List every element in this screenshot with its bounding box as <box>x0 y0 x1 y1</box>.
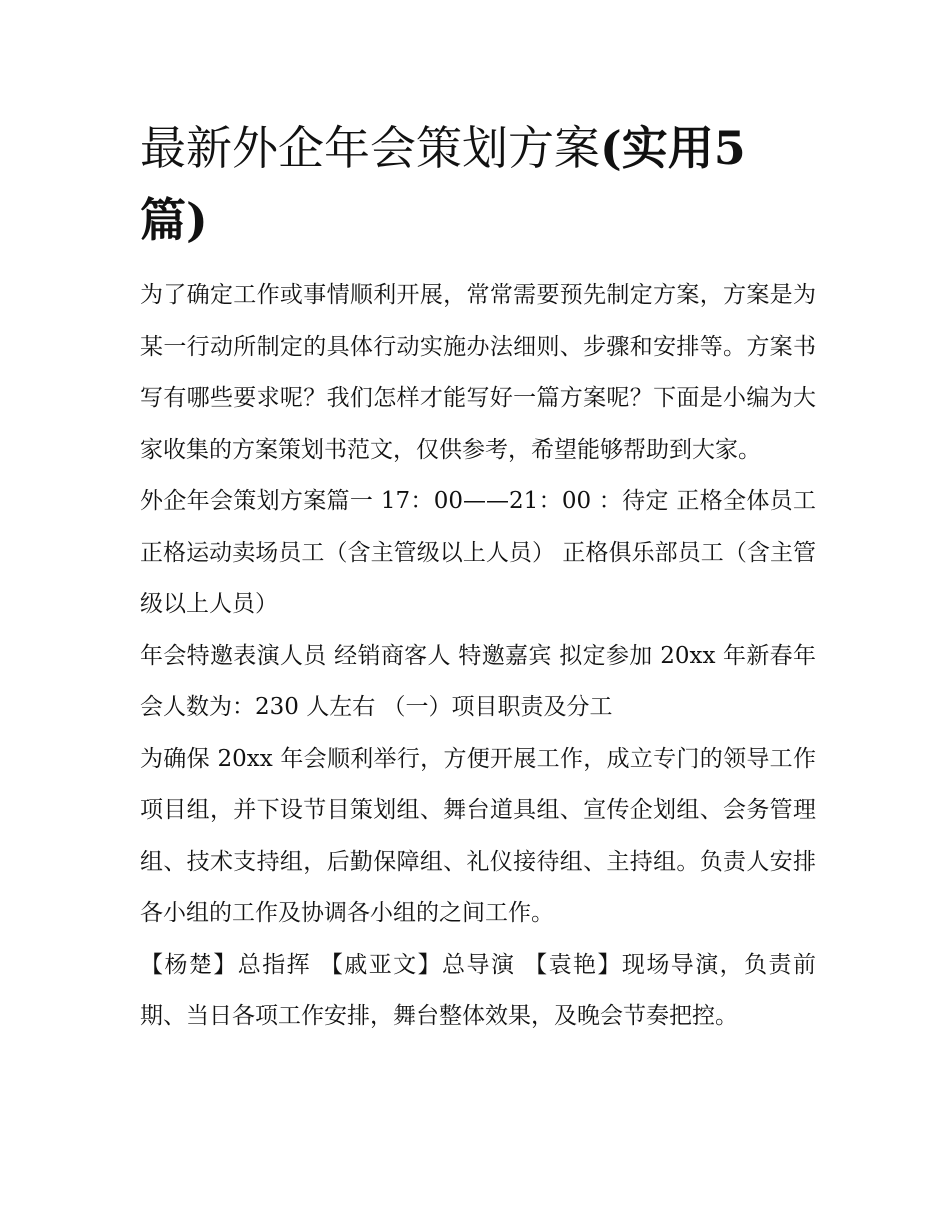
paragraph-organization: 为确保 20xx 年会顺利举行，方便开展工作，成立专门的领导工作项目组，并下设节目策划组、舞台道具组、宣传企划组、会务管理组、技术支持组，后勤保障组、礼仪接待组、主持组。负责人安排各小组的工作及协调各小组的之间工作。 <box>140 745 816 926</box>
title-main: 最新外企年会策划方案 <box>140 121 600 175</box>
title-rest: 篇) <box>140 193 208 247</box>
document-page <box>140 112 816 1043</box>
paragraph-schedule: 外企年会策划方案篇一 17：00——21：00 ：待定 正格全体员工 正格运动卖场员工（含主管级以上人员） 正格俱乐部员工（含主管级以上人员） <box>140 488 816 617</box>
paragraph-intro: 为了确定工作或事情顺利开展，常常需要预先制定方案，方案是为某一行动所制定的具体行动实施办法细则、步骤和安排等。方案书写有哪些要求呢？我们怎样才能写好一篇方案呢？下面是小编为大家收集的方案策划书范文，仅供参考，希望能够帮助到大家。 <box>140 282 816 463</box>
document-title <box>140 112 816 256</box>
paragraph-attendees: 年会特邀表演人员 经销商客人 特邀嘉宾 拟定参加 20xx 年新春年会人数为：230 人左右 （一）项目职责及分工 <box>140 642 816 720</box>
title-number: 5 <box>713 121 746 175</box>
paragraph-roles: 【杨楚】总指挥 【戚亚文】总导演 【袁艳】现场导演，负责前期、当日各项工作安排，舞台整体效果，及晚会节奏把控。 <box>140 951 816 1029</box>
title-paren: (实用 <box>600 121 714 175</box>
